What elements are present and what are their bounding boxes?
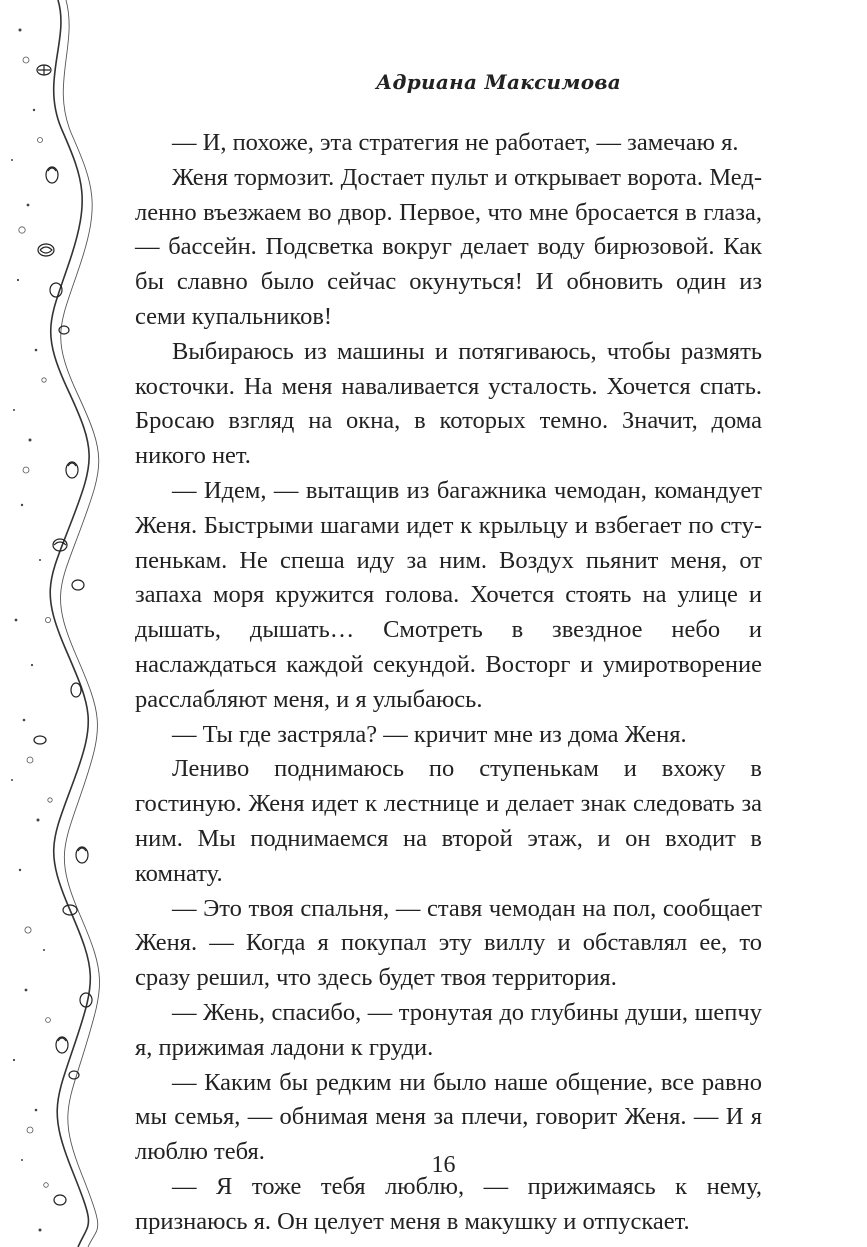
paragraph: — Идем, — вытащив из багажника чемодан, командует Женя. Быстрыми шагами идет к крыльцу и взбегает по ступенькам. Не спеша иду за ним. Воздух пьянит меня, от запаха моря кружится голова. Хочется стоять на улице и дышать, дышать… Смотреть в звездное небо и наслаждаться каждой секундой. Восторг и умиротворение расслабляют меня, и я улыбаюсь. xyxy=(135,476,762,713)
wave-line-icon xyxy=(50,0,90,1247)
sand-dots-icon xyxy=(11,29,45,1232)
shells-group-icon xyxy=(34,65,92,1205)
paragraph: Выбираюсь из машины и потягиваюсь, чтобы размять косточки. На меня наваливается усталость. Хочется спать. Бросаю взгляд на окна, в которых темно. Значит, дома никого нет. xyxy=(135,337,762,470)
paragraph: — Каким бы редким ни было наше общение, все равно мы семья, — обнимая меня за плечи, говорит Женя. — И я люблю тебя. xyxy=(135,1068,762,1166)
paragraph: — Ты где застряла? — кричит мне из дома Женя. xyxy=(172,720,687,748)
wave-line-secondary-icon xyxy=(61,0,100,1247)
running-head-author: Адриана Максимова xyxy=(375,70,622,94)
paragraph: Женя тормозит. Достает пульт и открывает ворота. Медленно въезжаем во двор. Первое, что мне бросается в глаза, — бассейн. Подсветка вокруг делает воду бирюзовой. Как бы славно было сейчас окунуться! И обновить один из семи купальников! xyxy=(135,163,762,330)
paragraph: — Я тоже тебя люблю, — прижимаясь к нему, признаюсь я. Он целует меня в макушку и отпускает. xyxy=(135,1172,762,1235)
paragraph: — Это твоя спальня, — ставя чемодан на пол, сообщает Женя. — Когда я покупал эту виллу и обставлял ее, то сразу решил, что здесь будет твоя территория. xyxy=(135,894,762,992)
bubbles-icon xyxy=(19,57,52,1187)
paragraph: — И, похоже, эта стратегия не работает, — замечаю я. xyxy=(172,129,739,156)
paragraph: — Жень, спасибо, — тронутая до глубины души, шепчу я, прижимая ладони к груди. xyxy=(135,998,762,1061)
page-body-text xyxy=(135,126,762,1240)
seashell-border-decoration xyxy=(0,0,110,1247)
page-number: 16 xyxy=(431,1152,456,1178)
paragraph: Лениво поднимаюсь по ступенькам и вхожу в гостиную. Женя идет к лестнице и делает знак следовать за ним. Мы поднимаемся на второй этаж, и он входит в комнату. xyxy=(135,755,762,887)
